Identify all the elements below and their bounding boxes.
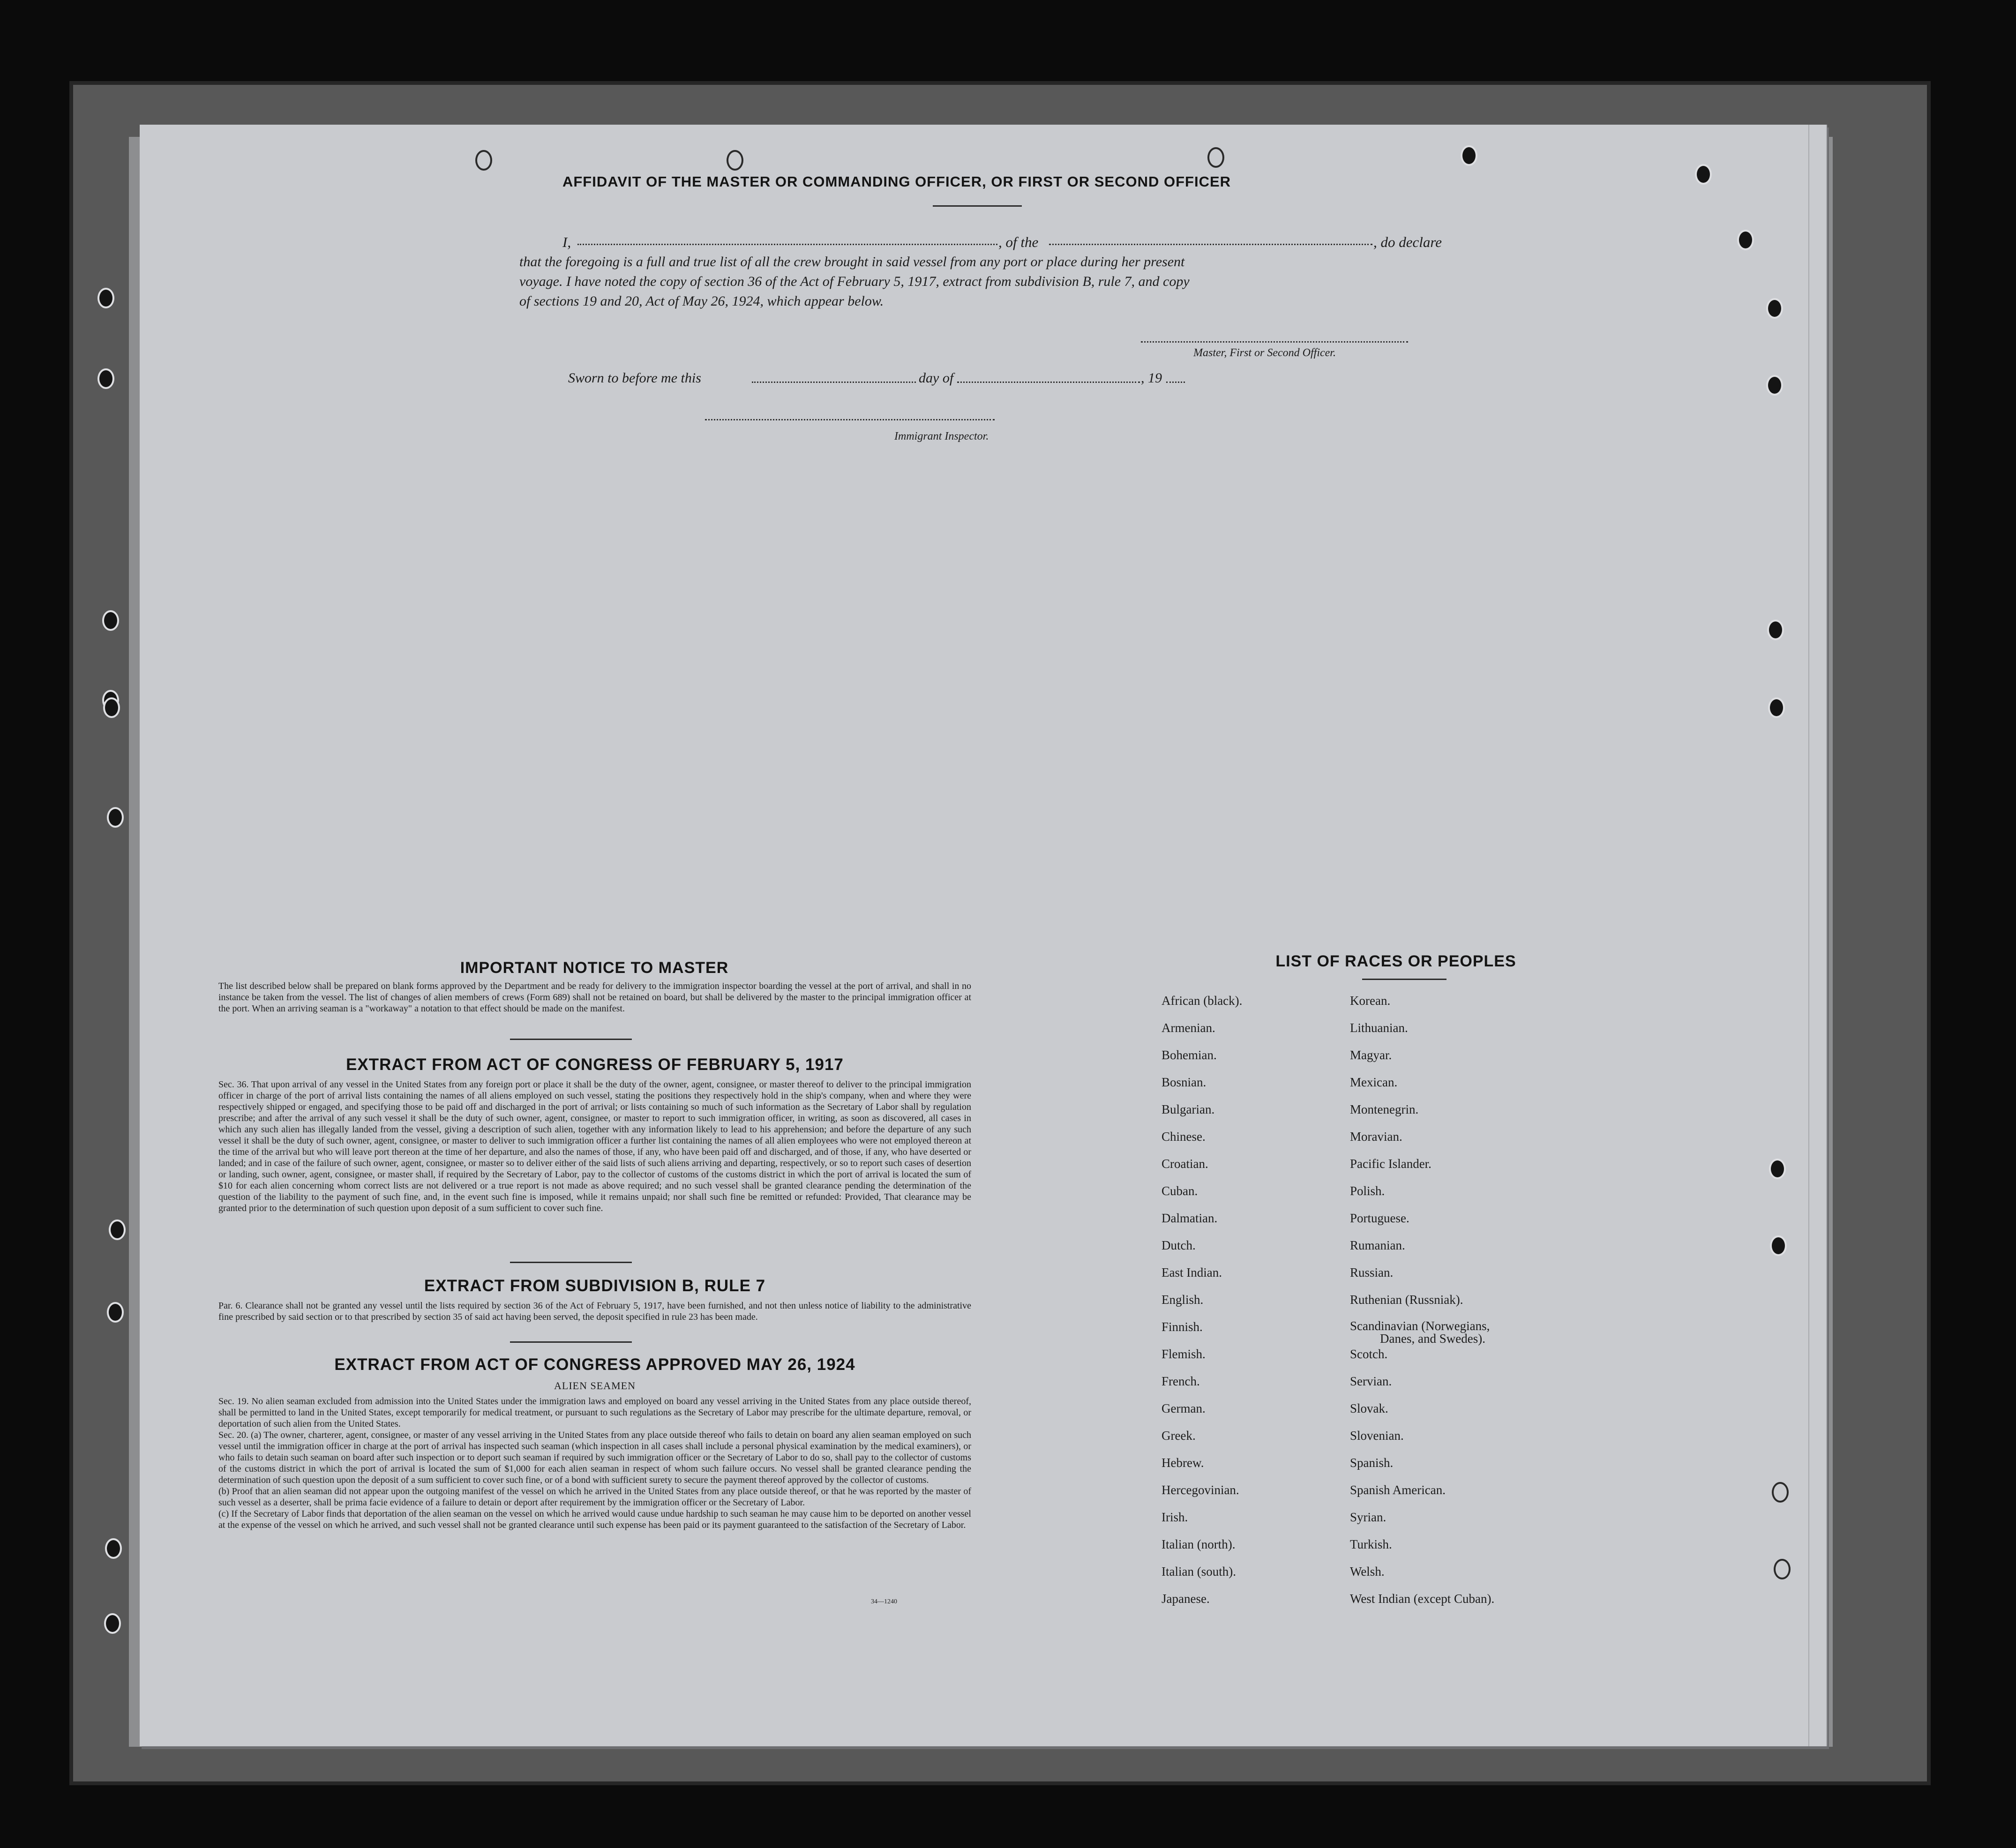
race-item: English.	[1162, 1293, 1204, 1307]
race-item: Cuban.	[1162, 1184, 1198, 1198]
extract-rule7-title: EXTRACT FROM SUBDIVISION B, RULE 7	[424, 1277, 766, 1295]
sworn-month-field[interactable]	[957, 382, 1140, 383]
race-item: Slovenian.	[1350, 1429, 1404, 1443]
inspector-label: Immigrant Inspector.	[894, 430, 989, 442]
sworn-line	[568, 370, 1412, 390]
punch-hole-right-3	[1766, 375, 1783, 396]
affidavit-line-2: that the foregoing is a full and true list of all the crew brought in said vessel from any port or place during her present	[519, 254, 1185, 269]
affidavit-title-rule	[933, 205, 1022, 207]
affidavit-page	[140, 125, 1827, 1746]
race-item: Mexican.	[1350, 1075, 1398, 1089]
punch-hole-left-1	[97, 288, 114, 308]
punch-hole-left-3	[102, 610, 119, 631]
race-item: Japanese.	[1162, 1592, 1210, 1606]
punch-hole-right-8	[1772, 1482, 1789, 1503]
sworn-prefix: Sworn to before me this	[568, 370, 701, 386]
affidavit-text	[519, 232, 1588, 311]
race-item: Hercegovinian.	[1162, 1483, 1239, 1497]
punch-hole-right-9	[1774, 1559, 1791, 1579]
extract-rule7-body: Par. 6. Clearance shall not be granted any vessel until the lists required by section 36 of the Act of February 5, 1917, have been furnished, and not then unless notice of liability to the administrative fine prescribed by said section or to that prescribed by section 35 of said act having been served, the deposit specified in rule 23 has been made.	[218, 1301, 971, 1322]
races-left-column	[1162, 994, 1242, 1619]
extract-1917-title: EXTRACT FROM ACT OF CONGRESS OF FEBRUARY 5, 1917	[346, 1055, 844, 1074]
punch-hole-left-5	[103, 697, 120, 718]
race-item: Lithuanian.	[1350, 1021, 1408, 1035]
punch-hole-right-6	[1769, 1159, 1786, 1179]
race-item: Dalmatian.	[1162, 1211, 1218, 1225]
race-item: Bohemian.	[1162, 1048, 1217, 1062]
master-signature-label: Master, First or Second Officer.	[1193, 347, 1336, 359]
sec-20a-text: Sec. 20. (a) The owner, charterer, agent, consignee, or master of any vessel arriving in the United States from any place outside thereof who fails to detain on board any alien seaman employed on such vessel until the immigration officer in charge at the port of arrival has inspected such seaman (which inspection in all cases shall include a personal physical examination by the medical examiners), or who fails to detain such seaman on board after such inspection or to deport such seaman if required by such immigration officer or the Secretary of Labor to do so, shall pay to the collector of customs of the customs district in which the port of arrival is located the sum of $1,000 for each alien seaman in respect of whom such failure occurs. No vessel shall be granted clearance pending the determination of such question upon the deposit of a sum sufficient to cover such fine, or of a bond with sufficient surety to secure the payment thereof approved by the collector of customs.	[218, 1430, 971, 1485]
affidavit-line-4: of sections 19 and 20, Act of May 26, 1924, which appear below.	[519, 293, 884, 309]
race-item-continuation: Danes, and Swedes).	[1380, 1332, 1485, 1346]
race-item: East Indian.	[1162, 1265, 1222, 1279]
race-item: Magyar.	[1350, 1048, 1392, 1062]
race-item: Finnish.	[1162, 1320, 1203, 1334]
race-item: Spanish American.	[1350, 1483, 1446, 1497]
punch-hole-left-8	[107, 1302, 124, 1323]
punch-hole-left-9	[105, 1538, 122, 1559]
race-item: Croatian.	[1162, 1157, 1208, 1171]
extract-1917-body: Sec. 36. That upon arrival of any vessel in the United States from any foreign port or place it shall be the duty of the owner, agent, consignee, or master thereof to deliver to the principal immigration officer in charge of the port of arrival lists containing the names of all aliens employed on such vessel, stating the positions they respectively hold in the ship's company, when and where they were respectively shipped or engaged, and specifying those to be paid off and discharged in the port of arrival; or lists containing so much of such information as the Secretary of Labor shall by regulation prescribe; and after the arrival of any such vessel it shall be the duty of such owner, agent, consignee, or master to report to such immigration officer, in writing, as soon as discovered, all cases in which any such alien has illegally landed from the vessel, giving a description of such alien, together with any information likely to lead to his apprehension; and before the departure of any such vessel it shall be the duty of such owner, agent, consignee, or master to deliver to such immigration officer a further list containing the names of all alien employees who were not employed thereon at the time of the arrival but who will leave port thereon at the time of her departure, and also the names of those, if any, who have been paid off and discharged, and of those, if any, who have deserted or landed; and in case of the failure of such owner, agent, consignee, or master so to deliver either of the said lists of such aliens arriving and departing, respectively, or so to report such cases of desertion or landing, such owner, agent, consignee, or master shall, if required by the Secretary of Labor, pay to the collector of customs of the customs district in which the port of arrival is located the sum of $10 for each alien concerning whom correct lists are not delivered or a true report is not made as above required; and no such vessel shall be granted clearance pending the determination of the question of the liability to the payment of such fine, and, in the event such fine is imposed, while it remains unpaid; nor shall such fine be remitted or refunded: Provided, That clearance may be granted prior to the determination of such question upon deposit of a sum sufficient to cover such fine.	[218, 1079, 971, 1213]
races-right-column	[1350, 994, 1494, 1619]
race-item: Spanish.	[1350, 1456, 1394, 1470]
affidavit-title: AFFIDAVIT OF THE MASTER OR COMMANDING OFFICER, OR FIRST OR SECOND OFFICER	[562, 173, 1231, 190]
race-item: Ruthenian (Russniak).	[1350, 1293, 1463, 1307]
punch-hole-top-1	[475, 150, 492, 171]
extract-1924-title: EXTRACT FROM ACT OF CONGRESS APPROVED MAY 26, 1924	[334, 1355, 855, 1374]
sec-19-text: Sec. 19. No alien seaman excluded from admission into the United States under the immigration laws and employed on board any vessel arriving in the United States from any place outside thereof, shall be permitted to land in the United States, except temporarily for medical treatment, or pursuant to such regulations as the Secretary of Labor may prescribe for the ultimate departure, removal, or deportation of such alien from the United States.	[218, 1396, 971, 1429]
race-item: German.	[1162, 1401, 1206, 1415]
race-item: Hebrew.	[1162, 1456, 1204, 1470]
punch-hole-right-1	[1737, 230, 1754, 250]
race-item: Polish.	[1350, 1184, 1385, 1198]
margin-ruling	[1808, 125, 1827, 1746]
extract-rule7-rule	[510, 1341, 632, 1343]
race-item: Slovak.	[1350, 1401, 1388, 1415]
race-item	[1350, 1320, 1494, 1347]
race-item-line: Scandinavian (Norwegians,	[1350, 1319, 1490, 1333]
sec-20c-text: (c) If the Secretary of Labor finds that deportation of the alien seaman on the vessel on which he arrived would cause undue hardship to such seaman he may cause him to be deported on another vessel at the expense of the vessel on which he arrived, and such vessel shall not be granted clearance until such expense has been paid or its payment guaranteed to the satisfaction of the Secretary of Labor.	[218, 1509, 971, 1530]
affidavit-i: I,	[562, 234, 571, 250]
race-item: Servian.	[1350, 1374, 1392, 1388]
race-item: Korean.	[1350, 994, 1391, 1008]
punch-hole-right-7	[1770, 1235, 1787, 1256]
race-item: Bosnian.	[1162, 1075, 1207, 1089]
affidavit-declare: , do declare	[1373, 234, 1442, 250]
race-item: Irish.	[1162, 1510, 1188, 1524]
notice-rule	[510, 1039, 632, 1040]
races-rule	[1362, 979, 1446, 980]
extract-1924-body	[218, 1396, 971, 1531]
race-item: Turkish.	[1350, 1537, 1392, 1551]
race-item: African (black).	[1162, 994, 1243, 1008]
punch-hole-left-2	[97, 368, 114, 389]
race-item: Greek.	[1162, 1429, 1196, 1443]
race-item: Italian (north).	[1162, 1537, 1236, 1551]
race-item: Pacific Islander.	[1350, 1157, 1431, 1171]
race-item: Dutch.	[1162, 1238, 1196, 1252]
race-item: Flemish.	[1162, 1347, 1206, 1361]
punch-hole-right-4	[1767, 620, 1784, 640]
race-item: West Indian (except Cuban).	[1350, 1592, 1495, 1606]
form-number: 34—1240	[871, 1598, 897, 1605]
punch-hole-top-5	[1695, 164, 1712, 185]
inspector-signature-field[interactable]	[705, 419, 995, 420]
extract-1924-subtitle: ALIEN SEAMEN	[554, 1380, 636, 1392]
race-item: Italian (south).	[1162, 1564, 1236, 1579]
vessel-name-field[interactable]	[1049, 244, 1372, 245]
affidavit-line-3: voyage. I have noted the copy of section 36 of the Act of February 5, 1917, extract from subdivision B, rule 7, and copy	[519, 274, 1190, 289]
race-item: Scotch.	[1350, 1347, 1388, 1361]
race-item: Armenian.	[1162, 1021, 1215, 1035]
punch-hole-top-4	[1461, 145, 1477, 166]
punch-hole-top-2	[727, 150, 743, 171]
sworn-year-field[interactable]	[1166, 382, 1185, 383]
race-item: Chinese.	[1162, 1130, 1206, 1144]
master-signature-field[interactable]	[1141, 341, 1408, 343]
punch-hole-top-3	[1207, 147, 1224, 168]
race-item: Portuguese.	[1350, 1211, 1409, 1225]
race-item: Russian.	[1350, 1265, 1394, 1279]
punch-hole-right-5	[1768, 697, 1785, 718]
notice-body: The list described below shall be prepared on blank forms approved by the Department and be ready for delivery to the immigration inspector boarding the vessel at the port of arrival, and shall in no instance be taken from the vessel. The list of changes of alien members of crews (Form 689) shall not be retained on board, but shall be delivered by the master to the principal immigration officer at the port. When an arriving seaman is a "workaway" a notation to that effect should be made on the manifest.	[218, 981, 971, 1014]
affidavit-of-the: , of the	[998, 234, 1039, 250]
punch-hole-left-6	[107, 807, 124, 828]
sworn-day-of: day of	[919, 370, 954, 386]
punch-hole-left-10	[104, 1613, 121, 1634]
notice-title: IMPORTANT NOTICE TO MASTER	[460, 959, 729, 977]
race-item: Moravian.	[1350, 1130, 1402, 1144]
race-item: French.	[1162, 1374, 1200, 1388]
extract-1917-rule	[510, 1262, 632, 1263]
master-name-field[interactable]	[577, 244, 997, 245]
race-item: Syrian.	[1350, 1510, 1386, 1524]
race-item: Bulgarian.	[1162, 1102, 1215, 1116]
race-item: Montenegrin.	[1350, 1102, 1419, 1116]
sworn-day-field[interactable]	[752, 382, 916, 383]
race-item: Rumanian.	[1350, 1238, 1405, 1252]
race-item: Welsh.	[1350, 1564, 1385, 1579]
sworn-year: , 19	[1141, 370, 1162, 386]
punch-hole-left-7	[109, 1220, 126, 1240]
punch-hole-right-2	[1766, 298, 1783, 319]
sec-20b-text: (b) Proof that an alien seaman did not appear upon the outgoing manifest of the vessel on which he arrived in the United States from any place outside thereof, or that he was reported by the master of such vessel as a deserter, shall be prima facie evidence of a failure to detain or deport after requirement by the immigration officer or the Secretary of Labor.	[218, 1486, 971, 1508]
races-title: LIST OF RACES OR PEOPLES	[1275, 952, 1516, 970]
